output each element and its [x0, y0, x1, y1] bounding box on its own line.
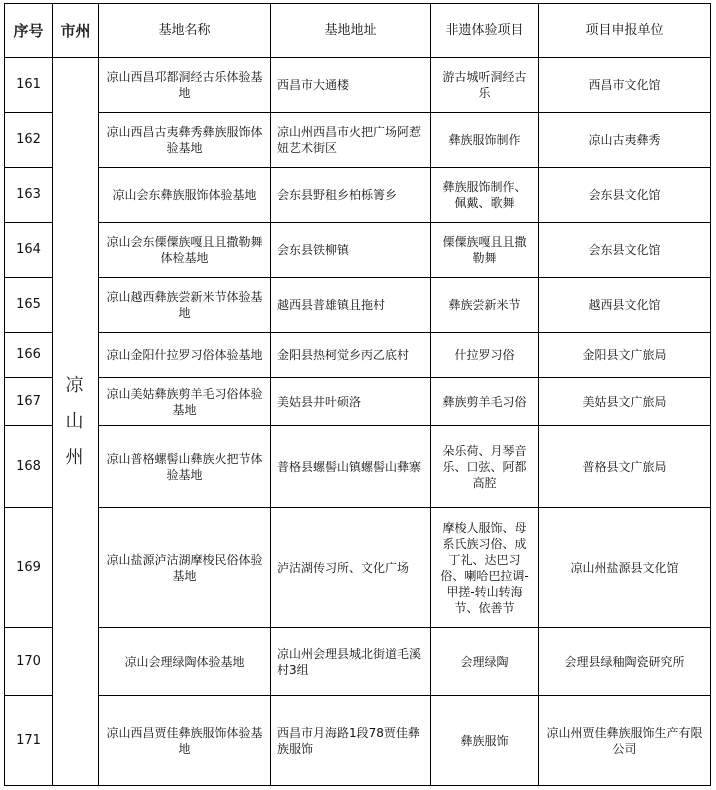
cell-name: 凉山西昌古夷彝秀彝族服饰体验基地 — [99, 113, 271, 168]
header-row — [5, 4, 711, 58]
cell-unit: 美姑县文广旅局 — [539, 378, 711, 426]
cell-seq: 167 — [5, 378, 53, 426]
cell-name: 凉山金阳什拉罗习俗体验基地 — [99, 333, 271, 378]
cell-project: 彝族尝新米节 — [431, 278, 539, 333]
cell-name: 凉山西昌贾佳彝族服饰体验基地 — [99, 696, 271, 786]
cell-unit: 会东县文化馆 — [539, 223, 711, 278]
cell-address: 金阳县热柯觉乡丙乙底村 — [271, 333, 431, 378]
cell-project: 彝族服饰制作、佩戴、歌舞 — [431, 168, 539, 223]
table-row — [5, 278, 711, 333]
cell-address: 会东县铁柳镇 — [271, 223, 431, 278]
header-seq: 序号 — [5, 4, 53, 58]
cell-address: 凉山州会理县城北街道毛溪村3组 — [271, 628, 431, 696]
cell-project: 彝族服饰制作 — [431, 113, 539, 168]
header-project: 非遗体验项目 — [431, 4, 539, 58]
cell-seq: 170 — [5, 628, 53, 696]
cell-seq: 161 — [5, 58, 53, 113]
heritage-base-table — [4, 3, 711, 786]
table-row — [5, 628, 711, 696]
table-row — [5, 223, 711, 278]
cell-unit: 普格县文广旅局 — [539, 426, 711, 508]
cell-seq: 165 — [5, 278, 53, 333]
cell-seq: 163 — [5, 168, 53, 223]
cell-address: 越西县普雄镇且拖村 — [271, 278, 431, 333]
cell-project: 彝族剪羊毛习俗 — [431, 378, 539, 426]
cell-name: 凉山盐源泸沽湖摩梭民俗体验基地 — [99, 508, 271, 628]
cell-unit: 凉山州盐源县文化馆 — [539, 508, 711, 628]
cell-unit: 凉山古夷彝秀 — [539, 113, 711, 168]
cell-project: 什拉罗习俗 — [431, 333, 539, 378]
cell-unit: 会理县绿釉陶瓷研究所 — [539, 628, 711, 696]
header-name: 基地名称 — [99, 4, 271, 58]
cell-name: 凉山普格螺髻山彝族火把节体验基地 — [99, 426, 271, 508]
table-row — [5, 508, 711, 628]
cell-seq: 162 — [5, 113, 53, 168]
cell-city — [53, 58, 99, 786]
table-row — [5, 333, 711, 378]
cell-name: 凉山会东傈僳族嘎且且撒勒舞体检基地 — [99, 223, 271, 278]
cell-address: 泸沽湖传习所、文化广场 — [271, 508, 431, 628]
table-row — [5, 378, 711, 426]
cell-address: 普格县螺髻山镇螺髻山彝寨 — [271, 426, 431, 508]
cell-seq: 169 — [5, 508, 53, 628]
cell-unit: 西昌市文化馆 — [539, 58, 711, 113]
cell-seq: 166 — [5, 333, 53, 378]
cell-project: 朵乐荷、月琴音乐、口弦、阿都高腔 — [431, 426, 539, 508]
table-row — [5, 426, 711, 508]
cell-name: 凉山越西彝族尝新米节体验基地 — [99, 278, 271, 333]
cell-name: 凉山会理绿陶体验基地 — [99, 628, 271, 696]
cell-name: 凉山会东彝族服饰体验基地 — [99, 168, 271, 223]
cell-name: 凉山美姑彝族剪羊毛习俗体验基地 — [99, 378, 271, 426]
cell-unit: 凉山州贾佳彝族服饰生产有限公司 — [539, 696, 711, 786]
cell-project: 彝族服饰 — [431, 696, 539, 786]
cell-unit: 会东县文化馆 — [539, 168, 711, 223]
cell-address: 会东县野租乡柏栎箐乡 — [271, 168, 431, 223]
cell-address: 西昌市月海路1段78贾佳彝族服饰 — [271, 696, 431, 786]
table-row — [5, 58, 711, 113]
cell-address: 凉山州西昌市火把广场阿惹妞艺术街区 — [271, 113, 431, 168]
cell-seq: 164 — [5, 223, 53, 278]
header-city: 市州 — [53, 4, 99, 58]
city-text: 凉山州 — [65, 374, 94, 468]
cell-seq: 168 — [5, 426, 53, 508]
cell-project: 傈僳族嘎且且撒勒舞 — [431, 223, 539, 278]
cell-project: 摩梭人服饰、母系氏族习俗、成丁礼、达巴习俗、喇哈巴拉调-甲搓-转山转海节、依善节 — [431, 508, 539, 628]
table-row — [5, 696, 711, 786]
cell-unit: 越西县文化馆 — [539, 278, 711, 333]
cell-name: 凉山西昌邛都洞经古乐体验基地 — [99, 58, 271, 113]
cell-seq: 171 — [5, 696, 53, 786]
table-row — [5, 113, 711, 168]
cell-project: 游古城听洞经古乐 — [431, 58, 539, 113]
header-unit: 项目申报单位 — [539, 4, 711, 58]
cell-address: 美姑县井叶硕洛 — [271, 378, 431, 426]
cell-project: 会理绿陶 — [431, 628, 539, 696]
header-address: 基地地址 — [271, 4, 431, 58]
table-row — [5, 168, 711, 223]
cell-unit: 金阳县文广旅局 — [539, 333, 711, 378]
cell-address: 西昌市大通楼 — [271, 58, 431, 113]
